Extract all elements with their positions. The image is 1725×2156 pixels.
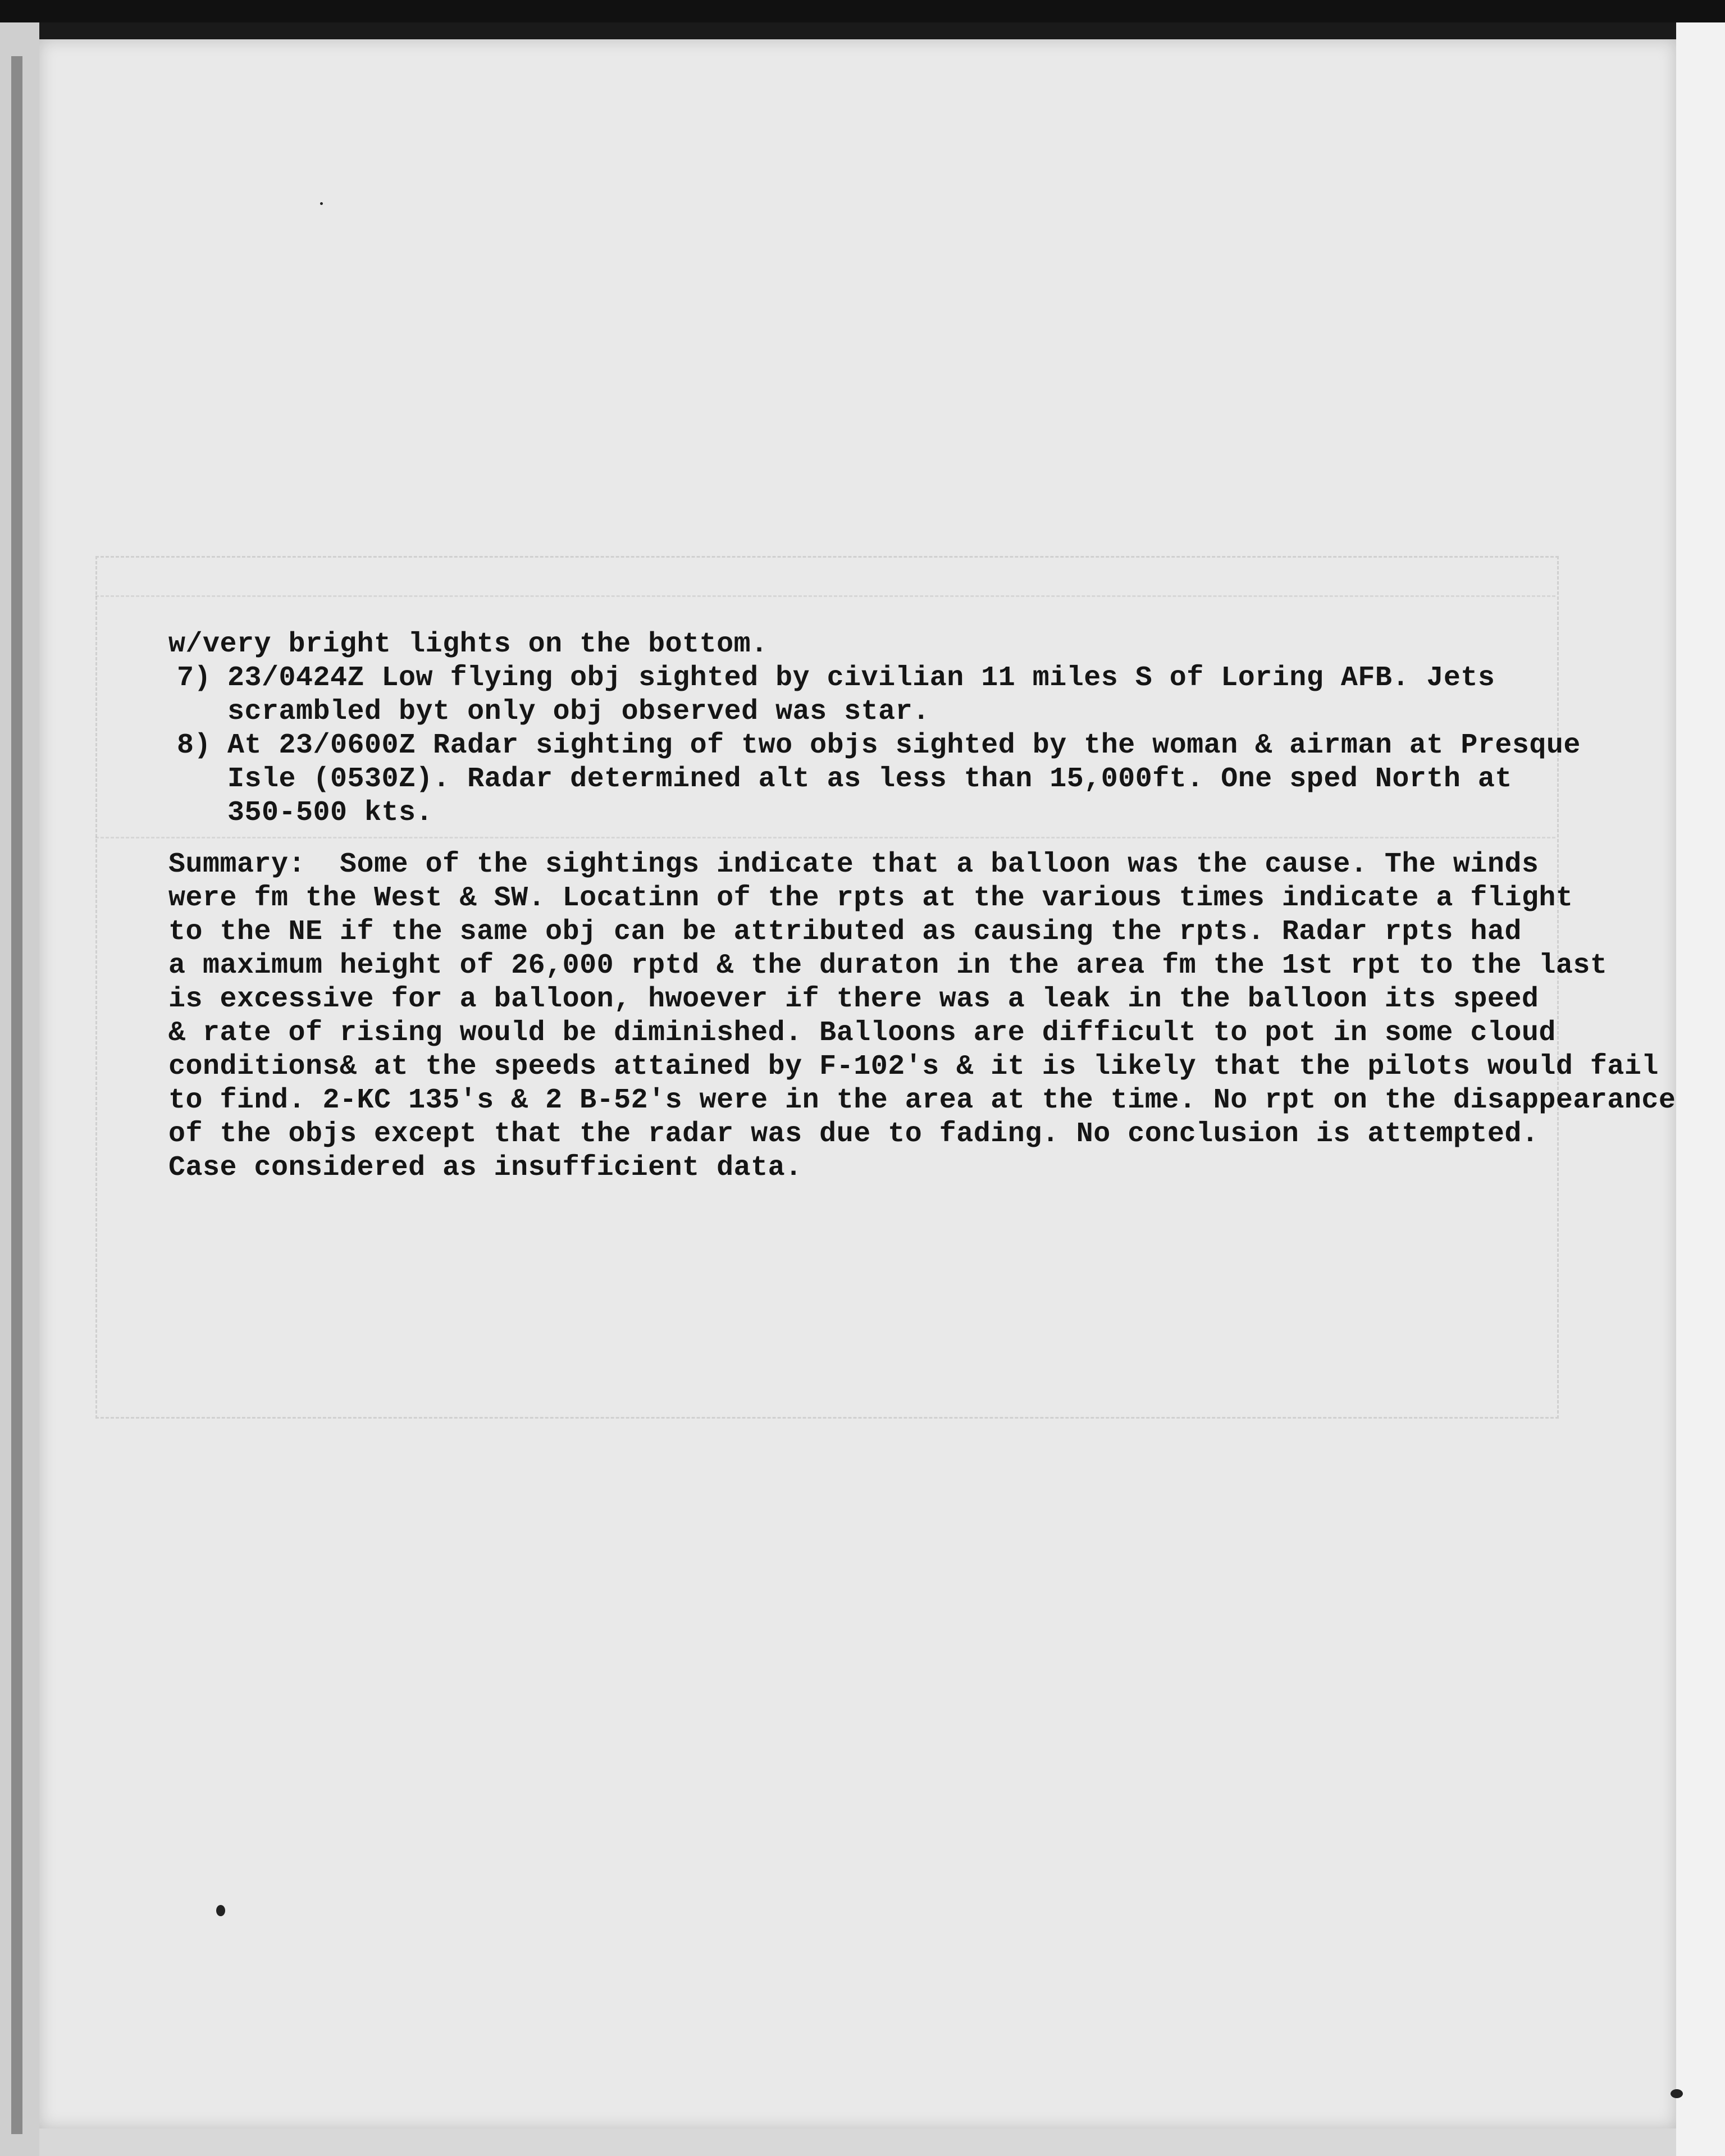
report-item-8 — [168, 729, 1673, 830]
summary-label: Summary: — [168, 849, 306, 881]
text-line: Isle (0530Z). Radar determined alt as less than 15,000ft. One sped North at — [227, 763, 1512, 795]
scan-speck — [1671, 2089, 1683, 2098]
text-line: Case considered as insufficient data. — [168, 1152, 802, 1184]
typed-report-text — [168, 628, 1676, 1185]
text-line: is excessive for a balloon, hwoever if there was a leak in the balloon its speed — [168, 983, 1539, 1015]
text-line: 350-500 kts. — [227, 797, 433, 829]
text-line: 23/0424Z Low flying obj sighted by civilian 11 miles S of Loring AFB. Jets — [227, 662, 1495, 694]
text-line: At 23/0600Z Radar sighting of two objs sighted by the woman & airman at Presque — [227, 730, 1581, 762]
item-number: 7) — [177, 662, 212, 694]
summary-paragraph — [168, 848, 1676, 1185]
text-line: to the NE if the same obj can be attributed as causing the rpts. Radar rpts had — [168, 916, 1522, 948]
text-line: w/very bright lights on the bottom. — [168, 628, 768, 660]
text-line — [168, 848, 1673, 882]
item-number: 8) — [177, 730, 212, 762]
text-line: & rate of rising would be diminished. Balloons are difficult to pot in some cloud — [168, 1017, 1556, 1049]
summary-first-line: Some of the sightings indicate that a balloon was the cause. The winds — [305, 849, 1539, 881]
text-line: conditions& at the speeds attained by F-102's & it is likely that the pilots would fail — [168, 1051, 1659, 1083]
scan-bottom-border — [39, 2128, 1676, 2156]
scan-top-border — [0, 0, 1725, 22]
text-line: to find. 2-KC 135's & 2 B-52's were in the area at the time. No rpt on the disappearance — [168, 1084, 1676, 1116]
scan-speck — [216, 1905, 225, 1916]
scan-right-border — [1676, 22, 1725, 2156]
text-line: were fm the West & SW. Locatinn of the rpts at the various times indicate a flight — [168, 882, 1573, 914]
text-line: of the objs except that the radar was due to fading. No conclusion is attempted. — [168, 1118, 1539, 1150]
text-line: scrambled byt only obj observed was star. — [227, 696, 930, 728]
bleed-through-rule — [95, 595, 1555, 597]
scan-left-shadow — [11, 56, 22, 2134]
report-item-7 — [168, 662, 1673, 729]
scan-speck — [320, 202, 323, 205]
text-line: a maximum height of 26,000 rptd & the duraton in the area fm the 1st rpt to the last — [168, 950, 1608, 982]
